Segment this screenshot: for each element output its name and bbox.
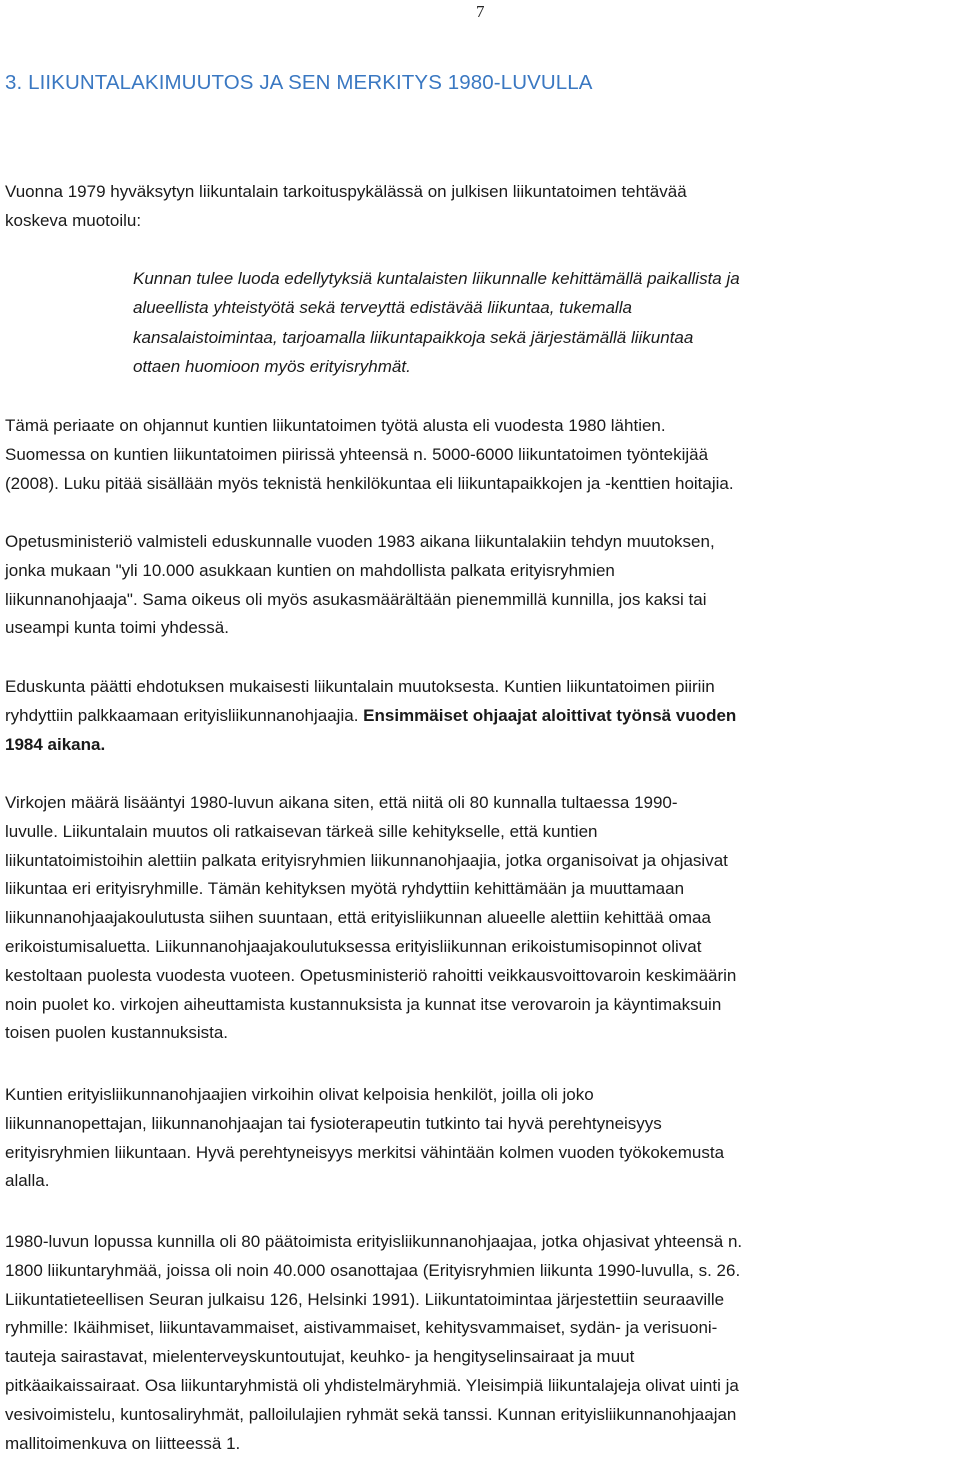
emphasis-text: 1984 aikana. xyxy=(5,734,106,754)
text-line: Liikuntatieteellisen Seuran julkaisu 126, Helsinki 1991). Liikuntatoimintaa järjestettiin seuraaville xyxy=(5,1289,725,1309)
quote-line: kansalaistoimintaa, tarjoamalla liikuntapaikkoja sekä järjestämällä liikuntaa xyxy=(133,327,694,347)
quote-line: ottaen huomioon myös erityisryhmät. xyxy=(133,356,411,376)
text-line: Eduskunta päätti ehdotuksen mukaisesti liikuntalain muutoksesta. Kuntien liikuntatoimen piiriin xyxy=(5,677,715,696)
text-line: ryhmille: Ikäihmiset, liikuntavammaiset, aistivammaiset, kehitysvammaiset, sydän- ja verisuoni- xyxy=(5,1318,718,1338)
quote-line: alueellista yhteistyötä sekä terveyttä edistävää liikuntaa, tukemalla xyxy=(133,298,632,318)
text-line: liikunnanohjaajakoulutusta siihen suuntaan, että erityisliikunnan alueelle alettiin kehittää omaa xyxy=(5,908,711,928)
text-line: (2008). Luku pitää sisällään myös teknistä henkilökuntaa eli liikuntapaikkojen ja -kenttien hoitajia. xyxy=(5,473,734,493)
text-line: 1800 liikuntaryhmää, joissa oli noin 40.000 osanottajaa (Erityisryhmien liikunta 1990-luvulla, s. 26. xyxy=(5,1260,741,1280)
text-line: mallitoimenkuva on liitteessä 1. xyxy=(5,1433,241,1453)
text-line: alalla. xyxy=(5,1171,50,1191)
text-line: Opetusministeriö valmisteli eduskunnalle vuoden 1983 aikana liikuntalakiin tehdyn muutoksen, xyxy=(5,532,715,551)
text-line: liikunnanohjaaja". Sama oikeus oli myös asukasmäärältään pienemmillä kunnilla, jos kaksi tai xyxy=(5,589,707,609)
text-line: vesivoimistelu, kuntosaliryhmät, palloilulajien ryhmät sekä tanssi. Kunnan erityisliikunnanohjaajan xyxy=(5,1404,737,1424)
text-line: useampi kunta toimi yhdessä. xyxy=(5,618,229,638)
section-heading: 3. LIIKUNTALAKIMUUTOS JA SEN MERKITYS 1980-LUVULLA xyxy=(5,71,593,94)
text-line: Suomessa on kuntien liikuntatoimen piirissä yhteensä n. 5000-6000 liikuntatoimen työntekijää xyxy=(5,444,709,464)
text-line: toisen puolen kustannuksista. xyxy=(5,1023,229,1043)
text-line: liikuntatoimistoihin alettiin palkata erityisryhmien liikunnanohjaajia, jotka organisoivat ja ohjasivat xyxy=(5,850,728,870)
paragraph-parliament xyxy=(5,673,960,759)
text-line xyxy=(5,731,960,760)
text-line: Kuntien erityisliikunnanohjaajien virkoihin olivat kelpoisia henkilöt, joilla oli joko xyxy=(5,1085,594,1104)
text-segment: ryhdyttiin palkkaamaan erityisliikunnanohjaajia. xyxy=(5,705,364,725)
text-line xyxy=(5,702,960,731)
text-line: koskeva muotoilu: xyxy=(5,210,142,230)
paragraph-ministry xyxy=(5,528,960,643)
text-line: erityisryhmien liikuntaan. Hyvä perehtyneisyys merkitsi vähintään kolmen vuoden työkokemusta xyxy=(5,1142,725,1162)
intro-paragraph xyxy=(5,178,960,236)
paragraph-principle xyxy=(5,412,960,498)
text-line: tauteja sairastavat, mielenterveyskuntoutujat, keuhko- ja hengityselinsairaat ja muut xyxy=(5,1347,635,1367)
text-line: kestoltaan puolesta vuodesta vuoteen. Opetusministeriö rahoitti veikkausvoittovaroin keskimäärin xyxy=(5,965,737,985)
paragraph-qualifications xyxy=(5,1081,960,1196)
text-line: Tämä periaate on ohjannut kuntien liikuntatoimen työtä alusta eli vuodesta 1980 lähtien. xyxy=(5,416,666,435)
text-line: noin puolet ko. virkojen aiheuttamista kustannuksista ja kunnat itse verovaroin ja käyntimaksuin xyxy=(5,994,722,1014)
page-number: 7 xyxy=(476,2,485,21)
text-line: liikuntaa eri erityisryhmille. Tämän kehityksen myötä ryhdyttiin kehittämään ja muuttamaan xyxy=(5,879,685,899)
emphasis-text: Ensimmäiset ohjaajat aloittivat työnsä vuoden xyxy=(363,705,737,725)
text-line: erikoistumisaluetta. Liikunnanohjaajakoulutuksessa erityisliikunnan erikoistumisopinnot olivat xyxy=(5,936,702,956)
text-line: jonka mukaan "yli 10.000 asukkaan kuntien on mahdollista palkata erityisryhmien xyxy=(5,560,615,580)
quote-line: Kunnan tulee luoda edellytyksiä kuntalaisten liikunnalle kehittämällä paikallista ja xyxy=(133,269,740,288)
text-line: liikunnanopettajan, liikunnanohjaajan tai fysioterapeutin tutkinto tai hyvä perehtyneisyys xyxy=(5,1113,662,1133)
text-line: luvulle. Liikuntalain muutos oli ratkaisevan tärkeä sille kehitykselle, että kuntien xyxy=(5,821,598,841)
law-quote xyxy=(133,264,953,381)
text-line: Vuonna 1979 hyväksytyn liikuntalain tarkoituspykälässä on julkisen liikuntatoimen tehtävää xyxy=(5,182,687,201)
text-line: Virkojen määrä lisääntyi 1980-luvun aikana siten, että niitä oli 80 kunnalla tultaessa 1990- xyxy=(5,793,678,812)
text-line: 1980-luvun lopussa kunnilla oli 80 päätoimista erityisliikunnanohjaajaa, jotka ohjasivat yhteensä n. xyxy=(5,1232,743,1251)
paragraph-statistics xyxy=(5,1228,960,1458)
text-line: pitkäaikaissairaat. Osa liikuntaryhmistä oli yhdistelmäryhmiä. Yleisimpiä liikuntalajeja olivat uinti ja xyxy=(5,1375,739,1395)
paragraph-growth xyxy=(5,789,960,1048)
